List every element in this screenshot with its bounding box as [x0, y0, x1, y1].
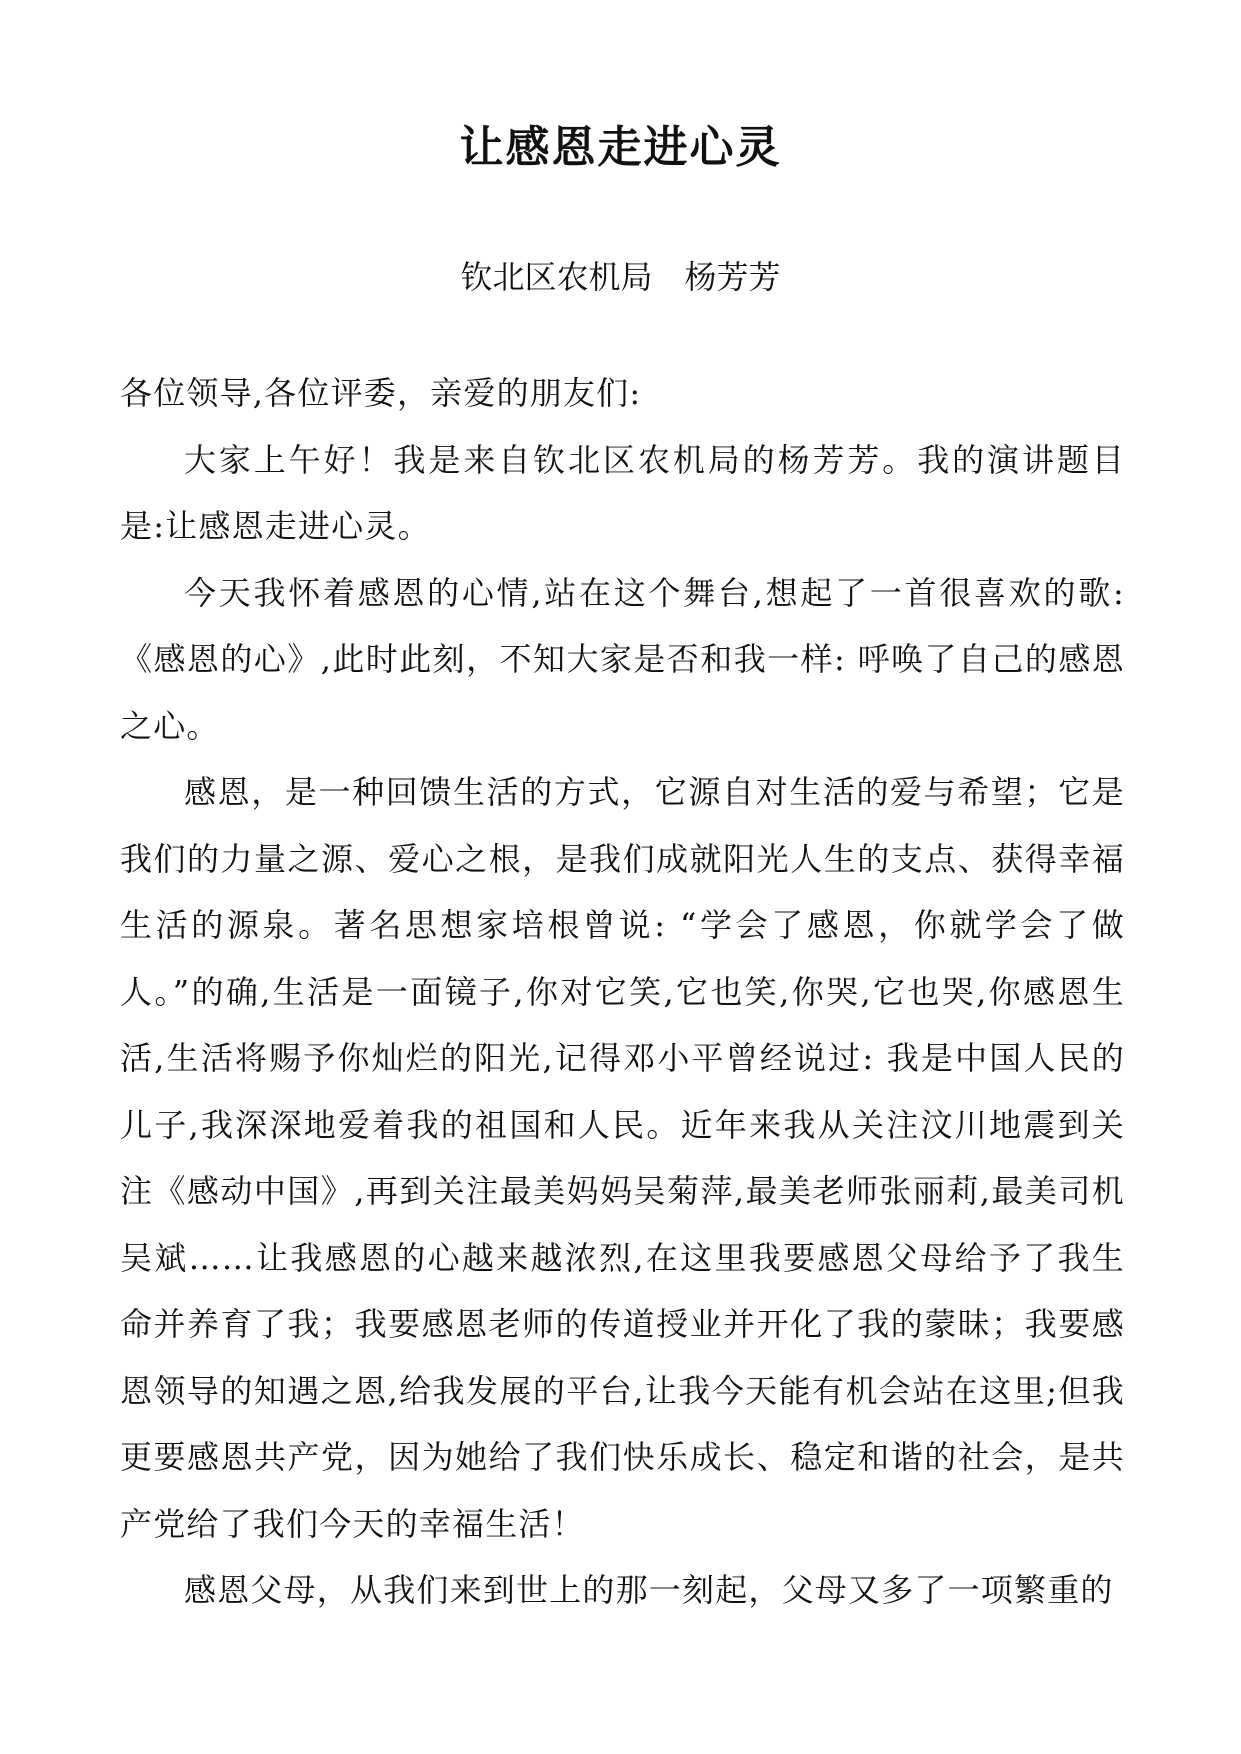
document-body — [120, 360, 1125, 1624]
body-paragraph: 感恩父母，从我们来到世上的那一刻起，父母又多了一项繁重的 — [184, 1571, 1114, 1609]
greeting-paragraph: 大家上午好！我是来自钦北区农机局的杨芳芳。我的演讲题目是:让感恩走进心灵。 — [120, 440, 1125, 545]
body-paragraph: 今天我怀着感恩的心情,站在这个舞台,想起了一首很喜欢的歌:《感恩的心》,此时此刻，不知大家是否和我一样: 呼唤了自己的感恩之心。 — [120, 573, 1125, 745]
author-byline: 钦北区农机局 杨芳芳 — [460, 258, 781, 296]
document-title: 让感恩走进心灵 — [459, 122, 782, 173]
body-paragraph: 感恩，是一种回馈生活的方式，它源自对生活的爱与希望；它是我们的力量之源、爱心之根，是我们成就阳光人生的支点、获得幸福生活的源泉。著名思想家培根曾说: “学会了感恩，你就学会了做人。”的确,生活是一面镜子,你对它笑,它也笑,你哭,它也哭,你感恩生活,生活将赐予你灿烂的阳光,记得邓小平曾经说过: 我是中国人民的儿子,我深深地爱着我的祖国和人民。近年来我从关注汶川地震到关注《感动中国》,再到关注最美妈妈吴菊萍,最美老师张丽莉,最美司机吴斌……让我感恩的心越来越浓烈,在这里我要感恩父母给予了我生命并养育了我；我要感恩老师的传道授业并开化了我的蒙昧；我要感恩领导的知遇之恩,给我发展的平台,让我今天能有机会站在这里;但我更要感恩共产党，因为她给了我们快乐成长、稳定和谐的社会，是共产党给了我们今天的幸福生活！ — [120, 773, 1125, 1543]
salutation-paragraph: 各位领导,各位评委，亲爱的朋友们: — [120, 374, 642, 412]
